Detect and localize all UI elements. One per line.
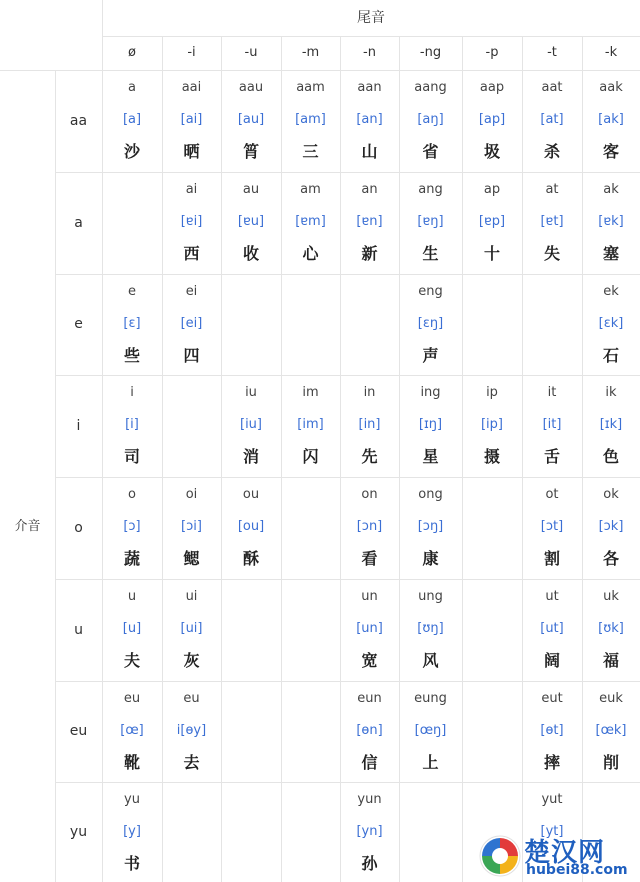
romanization: im bbox=[302, 385, 319, 400]
romanization: aap bbox=[479, 80, 505, 95]
romanization: ei bbox=[185, 284, 198, 299]
grid-line bbox=[55, 172, 640, 173]
ipa-transcription: [in] bbox=[358, 417, 381, 432]
example-character: 四 bbox=[183, 346, 200, 365]
example-character: 筲 bbox=[242, 142, 259, 161]
ipa-transcription: [yt] bbox=[540, 824, 564, 839]
romanization: eng bbox=[418, 284, 443, 299]
column-header: ø bbox=[128, 45, 136, 60]
example-character: 夫 bbox=[123, 651, 140, 670]
ipa-transcription: [aŋ] bbox=[417, 112, 444, 127]
column-header: -t bbox=[547, 45, 557, 60]
ipa-transcription: [ap] bbox=[478, 112, 506, 127]
example-character: 阔 bbox=[543, 651, 560, 670]
grid-line bbox=[162, 36, 163, 882]
example-character: 客 bbox=[602, 142, 619, 161]
ipa-transcription: [œŋ] bbox=[414, 723, 447, 738]
ipa-transcription: [y] bbox=[123, 824, 141, 839]
romanization: aat bbox=[541, 80, 563, 95]
ipa-transcription: [im] bbox=[297, 417, 324, 432]
ipa-transcription: [ɐm] bbox=[295, 214, 326, 229]
example-character: 上 bbox=[422, 753, 439, 772]
romanization: ak bbox=[603, 182, 619, 197]
example-character: 西 bbox=[183, 244, 200, 263]
example-character: 三 bbox=[302, 142, 319, 161]
row-label: eu bbox=[69, 723, 88, 739]
ipa-transcription: [ɵt] bbox=[540, 723, 564, 738]
example-character: 山 bbox=[361, 142, 378, 161]
grid-line bbox=[0, 70, 640, 71]
ipa-transcription: [ui] bbox=[180, 621, 203, 636]
example-character: 失 bbox=[543, 244, 560, 263]
romanization: iu bbox=[245, 385, 257, 400]
ipa-transcription: [ut] bbox=[540, 621, 564, 636]
romanization: ai bbox=[185, 182, 198, 197]
column-header: -n bbox=[363, 45, 376, 60]
ipa-transcription: [an] bbox=[356, 112, 383, 127]
ipa-transcription: [ɔt] bbox=[540, 519, 564, 534]
romanization: yu bbox=[124, 792, 140, 807]
example-character: 风 bbox=[422, 651, 439, 670]
romanization: un bbox=[361, 589, 378, 604]
grid-line bbox=[582, 36, 583, 882]
example-character: 杀 bbox=[543, 142, 560, 161]
ipa-transcription: [am] bbox=[295, 112, 326, 127]
grid-line bbox=[281, 36, 282, 882]
ipa-transcription: [i] bbox=[125, 417, 139, 432]
ipa-transcription: [ip] bbox=[480, 417, 503, 432]
romanization: aam bbox=[296, 80, 325, 95]
ipa-transcription: [ɐn] bbox=[356, 214, 383, 229]
example-character: 沙 bbox=[123, 142, 140, 161]
example-character: 色 bbox=[602, 447, 619, 466]
romanization: eu bbox=[123, 691, 141, 706]
romanization: on bbox=[361, 487, 378, 502]
ipa-transcription: [un] bbox=[356, 621, 383, 636]
romanization: ung bbox=[418, 589, 443, 604]
site-watermark bbox=[478, 830, 640, 882]
example-character: 看 bbox=[361, 549, 378, 568]
watermark-url: hubei88.com bbox=[526, 862, 628, 878]
example-character: 蔬 bbox=[123, 549, 140, 568]
romanization: ang bbox=[418, 182, 443, 197]
romanization: aang bbox=[414, 80, 447, 95]
column-header: -k bbox=[604, 45, 618, 60]
grid-line bbox=[55, 70, 56, 882]
example-character: 先 bbox=[361, 447, 378, 466]
ipa-transcription: [ei] bbox=[180, 316, 203, 331]
row-label: i bbox=[76, 418, 81, 434]
romanization: oi bbox=[185, 487, 198, 502]
romanization: au bbox=[242, 182, 260, 197]
example-character: 司 bbox=[123, 447, 140, 466]
romanization: ui bbox=[185, 589, 198, 604]
grid-line bbox=[522, 36, 523, 882]
example-character: 鳃 bbox=[183, 549, 200, 568]
ipa-transcription: [ɪŋ] bbox=[418, 417, 443, 432]
ipa-transcription: [ʊŋ] bbox=[417, 621, 444, 636]
ipa-transcription: [œk] bbox=[595, 723, 627, 738]
grid-line bbox=[55, 579, 640, 580]
example-character: 些 bbox=[123, 346, 140, 365]
ipa-transcription: [ɐu] bbox=[237, 214, 265, 229]
romanization: at bbox=[545, 182, 559, 197]
example-character: 圾 bbox=[483, 142, 500, 161]
column-header: -u bbox=[244, 45, 258, 60]
romanization: ek bbox=[603, 284, 619, 299]
column-header: -ng bbox=[419, 45, 442, 60]
row-label: aa bbox=[69, 113, 88, 129]
site-logo-icon bbox=[478, 834, 522, 878]
ipa-transcription: [ɐp] bbox=[478, 214, 506, 229]
row-label: a bbox=[74, 215, 83, 231]
romanization: eun bbox=[357, 691, 382, 706]
example-character: 摔 bbox=[543, 753, 560, 772]
ipa-transcription: i[ɵy] bbox=[176, 723, 207, 738]
example-character: 削 bbox=[602, 753, 619, 772]
example-character: 孙 bbox=[361, 854, 378, 873]
grid-line bbox=[462, 36, 463, 882]
row-label: yu bbox=[69, 824, 88, 840]
column-header: -i bbox=[187, 45, 196, 60]
romanization: ing bbox=[420, 385, 441, 400]
romanization: yut bbox=[541, 792, 563, 807]
ipa-transcription: [ɛ] bbox=[123, 316, 141, 331]
example-character: 省 bbox=[422, 142, 439, 161]
column-header: -p bbox=[485, 45, 499, 60]
example-character: 晒 bbox=[183, 142, 200, 161]
ipa-transcription: [ɐt] bbox=[540, 214, 564, 229]
ipa-transcription: [ɐŋ] bbox=[417, 214, 444, 229]
romanization: in bbox=[363, 385, 376, 400]
example-character: 去 bbox=[183, 753, 200, 772]
example-character: 信 bbox=[361, 753, 378, 772]
ipa-transcription: [œ] bbox=[120, 723, 144, 738]
romanization: u bbox=[127, 589, 137, 604]
example-character: 闪 bbox=[302, 447, 319, 466]
romanization: eu bbox=[183, 691, 200, 706]
romanization: ok bbox=[603, 487, 619, 502]
grid-line bbox=[55, 681, 640, 682]
example-character: 酥 bbox=[242, 549, 259, 568]
grid-line bbox=[55, 375, 640, 376]
ipa-transcription: [ɛk] bbox=[598, 316, 624, 331]
romanization: it bbox=[547, 385, 557, 400]
example-character: 十 bbox=[483, 244, 500, 263]
example-character: 割 bbox=[543, 549, 560, 568]
ipa-transcription: [yn] bbox=[356, 824, 383, 839]
ipa-transcription: [ɐk] bbox=[598, 214, 624, 229]
row-label: e bbox=[74, 316, 83, 332]
example-character: 靴 bbox=[123, 753, 140, 772]
example-character: 摄 bbox=[483, 447, 500, 466]
romanization: ut bbox=[545, 589, 559, 604]
example-character: 福 bbox=[602, 651, 619, 670]
romanization: ap bbox=[483, 182, 501, 197]
ipa-transcription: [ɪk] bbox=[599, 417, 623, 432]
ipa-transcription: [ɛŋ] bbox=[417, 316, 444, 331]
example-character: 星 bbox=[422, 447, 439, 466]
grid-line bbox=[55, 274, 640, 275]
romanization: eung bbox=[414, 691, 447, 706]
ipa-transcription: [at] bbox=[540, 112, 564, 127]
example-character: 舌 bbox=[543, 447, 560, 466]
example-character: 声 bbox=[422, 346, 439, 365]
romanization: euk bbox=[599, 691, 623, 706]
example-character: 收 bbox=[242, 244, 259, 263]
ipa-transcription: [ak] bbox=[598, 112, 624, 127]
romanization: e bbox=[128, 284, 136, 299]
watermark-title: 楚汉网 bbox=[524, 838, 606, 868]
grid-line bbox=[55, 477, 640, 478]
romanization: uk bbox=[603, 589, 619, 604]
ipa-transcription: [ɔŋ] bbox=[417, 519, 444, 534]
example-character: 塞 bbox=[602, 244, 619, 263]
grid-line bbox=[340, 36, 341, 882]
romanization: aak bbox=[599, 80, 623, 95]
ipa-transcription: [ʊk] bbox=[598, 621, 624, 636]
example-character: 宽 bbox=[361, 651, 378, 670]
table-header-title: 尾音 bbox=[357, 10, 385, 26]
side-label: 介音 bbox=[14, 519, 41, 534]
example-character: 石 bbox=[602, 346, 619, 365]
ipa-transcription: [ɔk] bbox=[598, 519, 624, 534]
ipa-transcription: [ɐi] bbox=[180, 214, 203, 229]
ipa-transcription: [ɔn] bbox=[356, 519, 383, 534]
example-character: 灰 bbox=[183, 651, 200, 670]
romanization: an bbox=[361, 182, 378, 197]
romanization: aau bbox=[238, 80, 264, 95]
romanization: am bbox=[300, 182, 321, 197]
row-label: u bbox=[74, 622, 83, 638]
romanization: eut bbox=[541, 691, 563, 706]
grid-line bbox=[221, 36, 222, 882]
grid-line bbox=[102, 0, 103, 882]
ipa-transcription: [ɔ] bbox=[123, 519, 141, 534]
ipa-transcription: [au] bbox=[237, 112, 265, 127]
example-character: 书 bbox=[123, 854, 140, 873]
ipa-transcription: [ɵn] bbox=[356, 723, 383, 738]
romanization: ot bbox=[545, 487, 559, 502]
example-character: 消 bbox=[242, 447, 259, 466]
ipa-transcription: [iu] bbox=[240, 417, 262, 432]
romanization: a bbox=[128, 80, 136, 95]
example-character: 康 bbox=[422, 549, 439, 568]
example-character: 新 bbox=[361, 244, 378, 263]
grid-line bbox=[55, 782, 640, 783]
ipa-transcription: [a] bbox=[122, 112, 142, 127]
ipa-transcription: [u] bbox=[122, 621, 142, 636]
ipa-transcription: [ai] bbox=[180, 112, 203, 127]
row-label: o bbox=[74, 520, 83, 536]
grid-line bbox=[102, 36, 640, 37]
example-character: 各 bbox=[602, 549, 619, 568]
romanization: i bbox=[130, 385, 134, 400]
ipa-transcription: [ɔi] bbox=[181, 519, 202, 534]
column-header: -m bbox=[301, 45, 320, 60]
romanization: aai bbox=[181, 80, 202, 95]
example-character: 生 bbox=[422, 244, 439, 263]
ipa-transcription: [it] bbox=[542, 417, 562, 432]
romanization: ong bbox=[418, 487, 443, 502]
romanization: yun bbox=[357, 792, 382, 807]
romanization: ip bbox=[486, 385, 498, 400]
grid-line bbox=[399, 36, 400, 882]
romanization: aan bbox=[357, 80, 382, 95]
romanization: ik bbox=[605, 385, 617, 400]
ipa-transcription: [ou] bbox=[237, 519, 265, 534]
romanization: o bbox=[128, 487, 136, 502]
romanization: ou bbox=[242, 487, 260, 502]
example-character: 心 bbox=[302, 244, 319, 263]
